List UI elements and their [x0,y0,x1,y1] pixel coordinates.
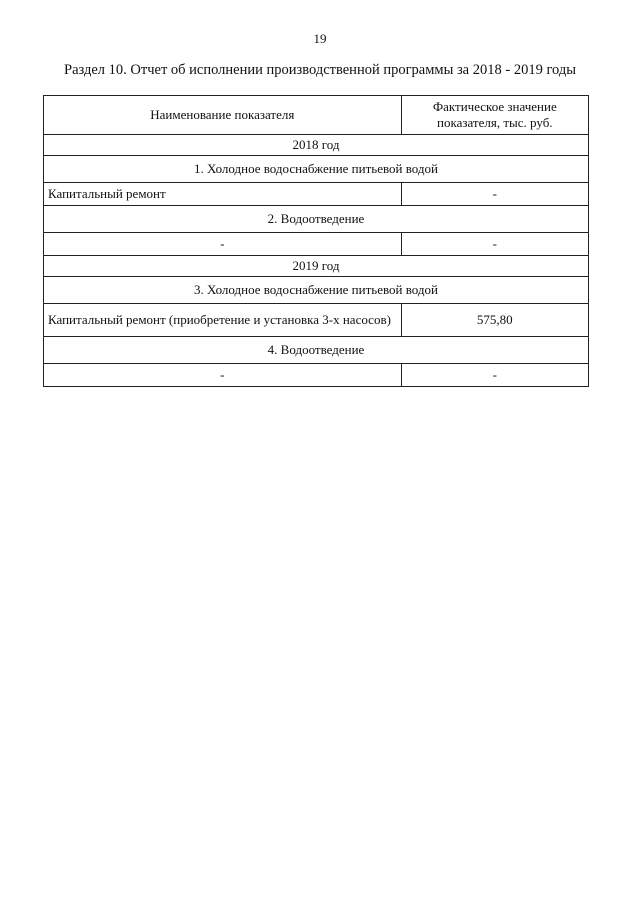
table-row [44,364,589,387]
section-row-3 [44,277,589,304]
table-row [44,183,589,206]
header-actual-value: Фактическое значение показателя, тыс. руб. [401,96,588,135]
row-3-value: 575,80 [401,304,588,337]
section-label-1: 1. Холодное водоснабжение питьевой водой [44,156,589,183]
row-1-value: - [401,183,588,206]
header-indicator-name: Наименование показателя [44,96,402,135]
row-2-name: - [44,233,402,256]
row-3-name: Капитальный ремонт (приобретение и установка 3-х насосов) [44,304,402,337]
section-row-1 [44,156,589,183]
year-label-2019: 2019 год [44,256,589,277]
section-row-2 [44,206,589,233]
section-label-2: 2. Водоотведение [44,206,589,233]
section-label-3: 3. Холодное водоснабжение питьевой водой [44,277,589,304]
table-row [44,304,589,337]
row-1-name: Капитальный ремонт [44,183,402,206]
page-number: 19 [313,31,327,46]
section-title: Раздел 10. Отчет об исполнении производственной программы за 2018 - 2019 годы [64,62,576,78]
section-label-4: 4. Водоотведение [44,337,589,364]
row-4-value: - [401,364,588,387]
table-row [44,233,589,256]
row-2-value: - [401,233,588,256]
production-program-report-table [43,95,589,387]
year-row-2018 [44,135,589,156]
year-label-2018: 2018 год [44,135,589,156]
row-4-name: - [44,364,402,387]
year-row-2019 [44,256,589,277]
table-header-row [44,96,589,135]
section-row-4 [44,337,589,364]
